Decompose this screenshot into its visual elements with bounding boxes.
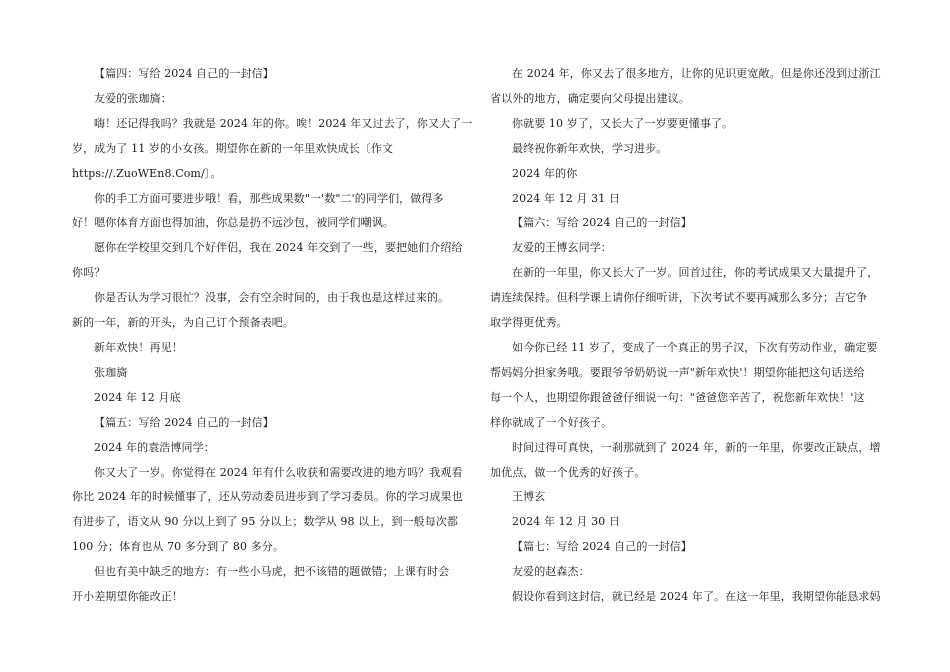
- left-column-line: 但也有美中缺乏的地方：有一些小马虎，把不该错的题做错；上课有时会: [94, 565, 450, 579]
- right-column-line: 2024 年 12 月 30 日: [512, 515, 621, 529]
- right-column-line: 样你就成了一个好孩子。: [490, 415, 613, 429]
- right-column-line: 在 2024 年，你又去了很多地方，让你的见识更宽敞。但是你还没到过浙江: [512, 67, 881, 80]
- right-column-line: 你就要 10 岁了，又长大了一岁要更懂事了。: [512, 116, 734, 130]
- right-column-line: 时间过得可真快，一刹那就到了 2024 年，新的一年里，你要改正缺点，增: [512, 440, 881, 454]
- right-column-line: 每一个人，也期望你跟爸爸仔细说一句："爸爸您辛苦了，祝您新年欢快！'这: [490, 390, 865, 404]
- left-column-line: 友爱的张珈旖：: [94, 91, 172, 105]
- right-column-line: 2024 年 12 月 31 日: [512, 191, 621, 205]
- left-column-line: 开小差期望你能改正！: [72, 590, 183, 604]
- right-column-line: 假设你看到这封信，就已经是 2024 年了。在这一年里，我期望你能恳求妈: [512, 590, 881, 604]
- left-column-line: 嗨！还记得我吗？我就是 2024 年的你。唉！2024 年又过去了，你又大了一: [94, 116, 473, 130]
- left-column-line: 新年欢快！再见！: [94, 340, 183, 354]
- left-column-line: 岁，成为了 11 岁的小女孩。期望你在新的一年里欢快成长〔作文: [72, 141, 394, 155]
- right-column-line: 如今你已经 11 岁了，变成了一个真正的男子汉，下次有劳动作业，确定要: [512, 340, 878, 354]
- left-column-line: 100 分；体育也从 70 多分到了 80 多分。: [72, 540, 284, 554]
- left-text-column: [72, 62, 473, 610]
- left-column-line: 【篇五：写给 2024 自己的一封信】: [94, 415, 274, 429]
- left-column-line: 有进步了，语文从 90 分以上到了 95 分以上；数学从 98 以上，到一般每次都: [72, 515, 459, 529]
- right-column-line: 【篇六：写给 2024 自己的一封信】: [512, 216, 692, 230]
- left-column-line: 你又大了一岁。你觉得在 2024 年有什么收获和需要改进的地方吗？我观看: [94, 465, 463, 479]
- left-column-line: 你吗？: [72, 266, 106, 280]
- right-column-line: 【篇七：写给 2024 自己的一封信】: [512, 540, 692, 554]
- left-column-line: 愿你在学校里交到几个好伴侣，我在 2024 年交到了一些，要把她们介绍给: [94, 241, 463, 255]
- right-column-line: 省以外的地方，确定要向父母提出建议。: [490, 91, 690, 105]
- right-column-line: 最终祝你新年欢快，学习进步。: [512, 141, 668, 155]
- left-column-line: https://.ZuoWEn8.Com/〕。: [72, 166, 222, 180]
- left-column-line: 2024 年的袁浩博同学：: [94, 440, 215, 454]
- right-column-line: 加优点，做一个优秀的好孩子。: [490, 465, 646, 479]
- right-column-line: 取学得更优秀。: [490, 316, 568, 330]
- right-column-line: 帮妈妈分担家务哦。要跟爷爷奶奶说一声"新年欢快'！期望你能把这句话送给: [490, 365, 865, 379]
- right-column-line: 在新的一年里，你又长大了一岁。回首过往，你的考试成果又大量提升了，: [512, 266, 879, 280]
- left-column-line: 你是否认为学习很忙？没事，会有空余时间的，由于我也是这样过来的。: [94, 291, 450, 305]
- left-column-line: 【篇四：写给 2024 自己的一封信】: [94, 67, 274, 80]
- left-column-line: 2024 年 12 月底: [94, 390, 181, 404]
- right-text-column: [490, 62, 880, 610]
- left-column-line: 新的一年，新的开头，为自己订个预备表吧。: [72, 316, 294, 330]
- left-column-line: 你比 2024 年的时候懂事了，还从劳动委员进步到了学习委员。你的学习成果也: [72, 490, 463, 504]
- right-column-line: 友爱的赵森杰：: [512, 565, 590, 579]
- right-column-line: 友爱的王博玄同学：: [512, 241, 612, 255]
- right-column-line: 请连续保持。但科学课上请你仔细听讲，下次考试不要再减那么多分；吉它争: [490, 291, 868, 305]
- right-column-line: 王博玄: [512, 490, 546, 504]
- right-column-line: 2024 年的你: [512, 166, 578, 180]
- left-column-line: 张珈旖: [94, 365, 128, 379]
- left-column-line: 好！嗯你体育方面也得加油，你总是扔不远沙包，被同学们嘲讽。: [72, 216, 394, 230]
- left-column-line: 你的手工方面可要进步哦！看，那些成果数"一'数"二'的同学们，做得多: [94, 191, 444, 205]
